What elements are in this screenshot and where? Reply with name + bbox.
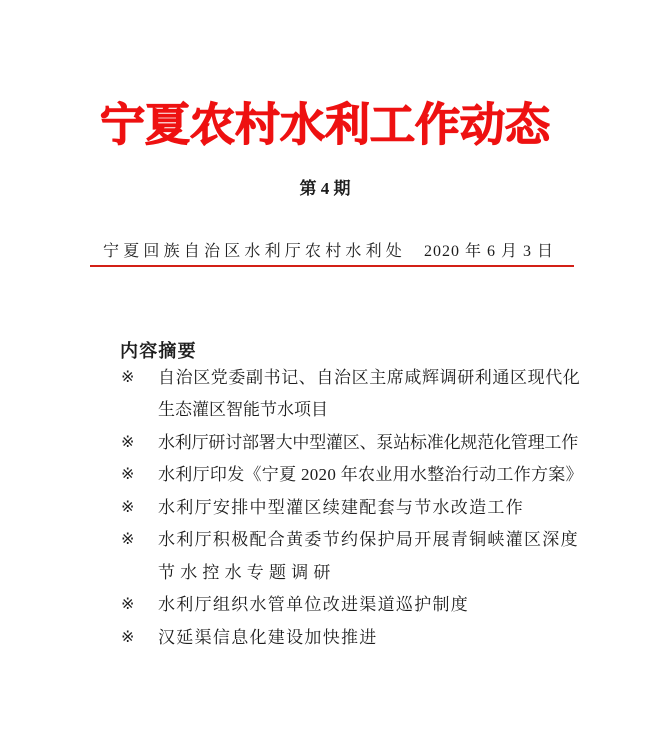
reference-mark-icon: ※ xyxy=(121,498,135,516)
summary-list xyxy=(121,362,601,654)
publish-date: 2020 年 6 月 3 日 xyxy=(423,243,554,260)
summary-line: 生态灌区智能节水项目 xyxy=(158,400,328,420)
summary-item xyxy=(121,492,601,524)
summary-heading: 内容摘要 xyxy=(120,341,197,361)
summary-line: 自治区党委副书记、自治区主席咸辉调研利通区现代化 xyxy=(158,368,581,387)
summary-item xyxy=(121,589,601,621)
summary-line: 水利厅印发《宁夏 2020 年农业用水整治行动工作方案》 xyxy=(158,465,583,485)
reference-mark-icon: ※ xyxy=(121,531,135,549)
summary-line: 水利厅积极配合黄委节约保护局开展青铜峡灌区深度 xyxy=(158,530,579,550)
summary-line: 水利厅组织水管单位改进渠道巡护制度 xyxy=(158,595,470,615)
summary-item xyxy=(121,459,601,491)
red-divider xyxy=(90,265,574,267)
summary-line: 水利厅研讨部署大中型灌区、泵站标准化规范化管理工作 xyxy=(158,432,578,452)
summary-item xyxy=(121,524,601,589)
reference-mark-icon: ※ xyxy=(121,628,135,646)
reference-mark-icon: ※ xyxy=(121,369,135,386)
summary-item xyxy=(121,362,601,427)
reference-mark-icon: ※ xyxy=(121,466,135,484)
reference-mark-icon: ※ xyxy=(121,596,135,614)
summary-line: 汉延渠信息化建设加快推进 xyxy=(158,627,378,647)
summary-item xyxy=(121,622,601,654)
reference-mark-icon: ※ xyxy=(121,433,135,451)
department-name: 宁夏回族自治区水利厅农村水利处 xyxy=(103,243,407,260)
summary-line: 节水控水专题调研 xyxy=(158,562,336,582)
newsletter-title: 宁夏农村水利工作动态 xyxy=(99,99,550,150)
issue-number: 第 4 期 xyxy=(299,179,351,198)
masthead-row xyxy=(90,238,574,261)
summary-item xyxy=(121,427,601,459)
summary-line: 水利厅安排中型灌区续建配套与节水改造工作 xyxy=(158,497,524,517)
